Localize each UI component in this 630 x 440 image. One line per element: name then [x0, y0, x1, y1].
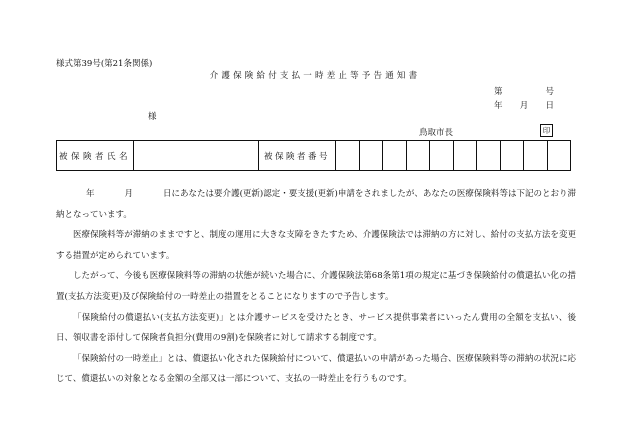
document-number-prefix: 第	[494, 87, 503, 97]
insured-info-table	[56, 140, 571, 171]
document-title: 介護保険給付支払一時差止等予告通知書	[209, 71, 421, 81]
issue-date-year: 年	[494, 101, 503, 111]
blank-date-month: 月	[124, 189, 134, 199]
paragraph-3: したがって、今後も医療保険料等の滞納の状態が続いた場合に、介護保険法第68条第1項の規定に基づき保険給付の償還払い化の措置(支払方法変更)及び保険給付の一時差止の措置をとることになりますので予告します。	[56, 271, 576, 302]
insured-number-digit[interactable]	[430, 141, 454, 171]
insured-number-digit[interactable]	[336, 141, 360, 171]
insured-number-digit[interactable]	[383, 141, 407, 171]
blank-date-year: 年	[86, 189, 95, 199]
document-number-suffix: 号	[545, 87, 554, 97]
seal-mark: 印	[540, 124, 553, 137]
insured-number-label: 被保険者番号	[259, 141, 336, 171]
paragraph-1	[56, 184, 576, 225]
insured-info-row	[57, 141, 571, 171]
issue-date-line	[494, 99, 554, 111]
addressee-suffix: 様	[148, 112, 157, 122]
insured-number-digit[interactable]	[359, 141, 383, 171]
issuer-name: 鳥取市長	[419, 128, 454, 138]
insured-number-digit[interactable]	[547, 141, 571, 171]
insured-number-digit[interactable]	[477, 141, 501, 171]
insured-number-digit[interactable]	[406, 141, 430, 171]
insured-number-digit[interactable]	[453, 141, 477, 171]
paragraph-1-text: 日にあなたは要介護(更新)認定・要支援(更新)申請をされましたが、あなたの医療保険料等は下記のとおり滞納となっています。	[56, 189, 576, 220]
insured-number-digit[interactable]	[500, 141, 524, 171]
issue-date-month: 月	[519, 101, 529, 111]
paragraph-5: 「保険給付の一時差止」とは、償還払い化された保険給付について、償還払いの申請があった場合、医療保険料等の滞納の状況に応じて、償還払いの対象となる金額の全部又は一部について、支払の一時差止を行うものです。	[56, 353, 576, 385]
name-label: 被保険者氏名	[57, 141, 134, 171]
insured-number-digit[interactable]	[524, 141, 548, 171]
paragraph-2: 医療保険料等が滞納のままですと、制度の運用に大きな支障をきたすため、介護保険法では滞納の方に対し、給付の支払方法を変更する措置が定められています。	[56, 230, 576, 261]
name-value-field[interactable]	[134, 141, 259, 171]
issue-date-day: 日	[545, 101, 554, 111]
paragraph-4: 「保険給付の償還払い(支払方法変更)」とは介護サービスを受けたとき、サービス提供事業者にいったん費用の全額を支払い、後日、領収書を添付して保険者負担分(費用の9割)を保険者に対して請求する制度です。	[56, 312, 576, 344]
form-number: 様式第39号(第21条関係)	[56, 59, 153, 69]
document-number-line	[494, 85, 554, 97]
notice-body	[56, 184, 576, 390]
